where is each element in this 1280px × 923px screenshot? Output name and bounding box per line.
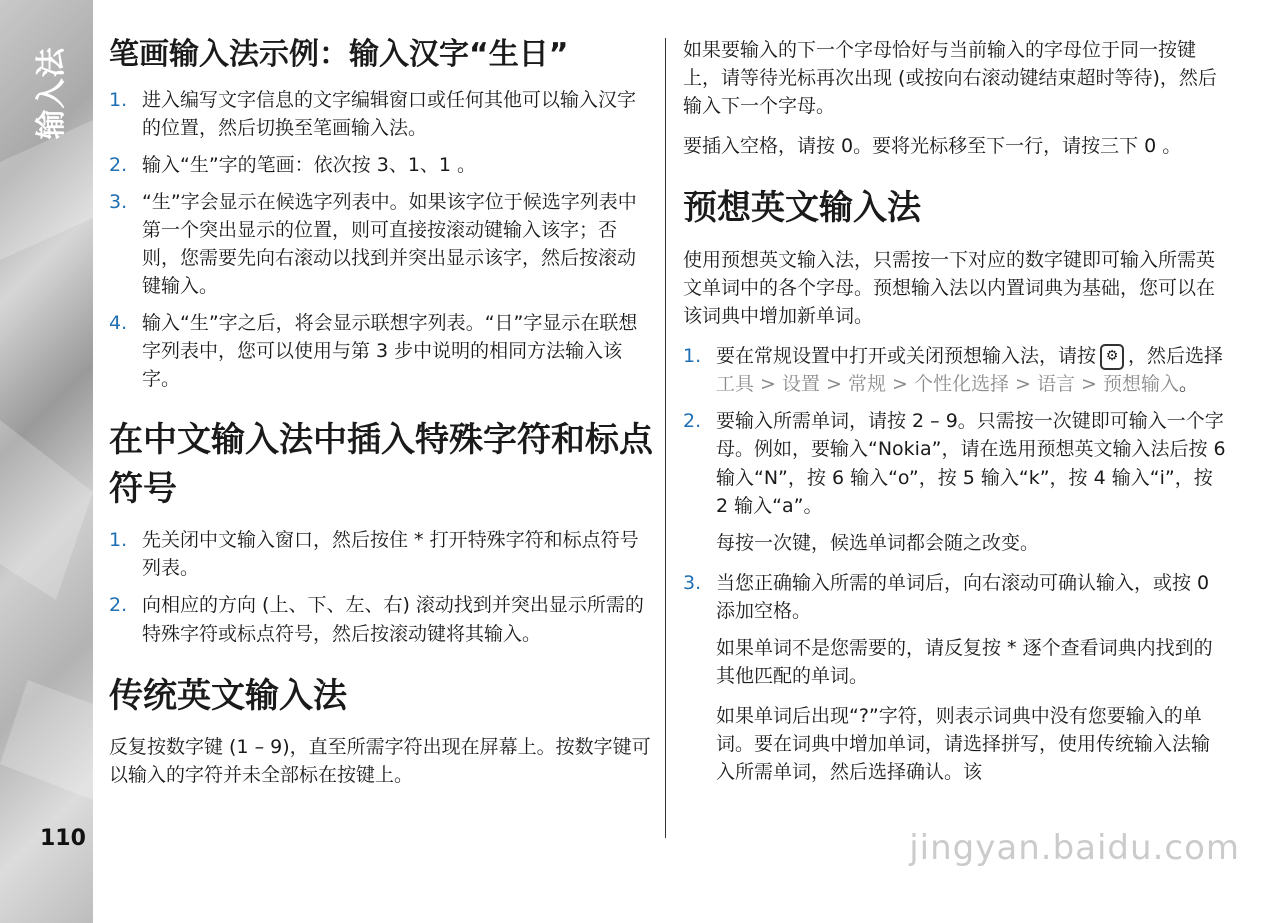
list-item: [109, 151, 654, 179]
step-number: 1.: [683, 345, 702, 368]
watermark: jingyan.baidu.com: [909, 828, 1240, 868]
step-text: 要输入所需单词，请按 2 – 9。只需按一次键即可输入一个字母。例如，要输入“Nokia”，请在选用预想英文输入法后按 6 输入“N”，按 6 输入“o”，按 5 输入“k”，按 4 输入“i”，按 2 输入“a”。: [716, 410, 1226, 517]
step-note: 如果单词后出现“?”字符，则表示词典中没有您要输入的单词。要在词典中增加单词，请选择拼写，使用传统输入法输入所需单词，然后选择确认。该: [716, 705, 1211, 784]
list-item: [109, 591, 654, 647]
step-text: 输入“生”字之后，将会显示联想字列表。“日”字显示在联想字列表中，您可以使用与第 3 步中说明的相同方法输入该字。: [142, 312, 638, 391]
step-note: 如果单词不是您需要的，请反复按 * 逐个查看词典内找到的其他匹配的单词。: [716, 637, 1213, 688]
special-steps-list: [109, 526, 654, 647]
list-item: [109, 309, 654, 393]
paragraph-space: 要插入空格，请按 0。要将光标移至下一行，请按三下 0 。: [683, 135, 1182, 158]
sidebar: [0, 0, 93, 923]
step-number: 4.: [109, 312, 128, 335]
step-number: 1.: [109, 88, 128, 111]
step-text: ，然后选择: [1128, 345, 1224, 368]
settings-key-icon: ⚙: [1100, 344, 1124, 370]
step-number: 2.: [109, 153, 128, 176]
stroke-steps-list: [109, 86, 654, 394]
list-item: [109, 86, 654, 142]
list-item: [683, 407, 1228, 519]
list-item: [683, 569, 1228, 625]
step-number: 3.: [109, 190, 128, 213]
right-column: [683, 36, 1228, 799]
list-item: [109, 526, 654, 582]
step-text: “生”字会显示在候选字列表中。如果该字位于候选字列表中第一个突出显示的位置，则可直接按滚动键输入该字；否则，您需要先向右滚动以找到并突出显示该字，然后按滚动键输入。: [142, 190, 637, 298]
left-column: [109, 36, 654, 801]
section-tab: [18, 38, 78, 148]
step-number: 3.: [683, 571, 702, 594]
step-text: 要在常规设置中打开或关闭预想输入法，请按: [716, 345, 1097, 368]
heading-predictive-english: 预想英文输入法: [683, 188, 921, 229]
heading-special-chars: 在中文输入法中插入特殊字符和标点符号: [109, 419, 653, 509]
predictive-steps-list-cont: [683, 569, 1228, 625]
menu-path: 工具 > 设置 > 常规 > 个性化选择 > 语言 > 预想输入: [716, 373, 1179, 396]
traditional-text: 反复按数字键 (1 – 9)，直至所需字符出现在屏幕上。按数字键可以输入的字符并未全部标在按键上。: [109, 735, 651, 787]
heading-traditional-english: 传统英文输入法: [109, 675, 347, 716]
step-note: 每按一次键，候选单词都会随之改变。: [716, 531, 1040, 554]
step-text: 当您正确输入所需的单词后，向右滚动可确认输入，或按 0 添加空格。: [716, 571, 1210, 622]
step-number: 2.: [683, 410, 702, 433]
paragraph-predictive-intro: 使用预想英文输入法，只需按一下对应的数字键即可输入所需英文单词中的各个字母。预想输入法以内置词典为基础，您可以在该词典中增加新单词。: [683, 248, 1216, 327]
heading-stroke-example: 笔画输入法示例：输入汉字“生日”: [109, 37, 569, 72]
step-text: 输入“生”字的笔画：依次按 3、1、1 。: [142, 153, 477, 176]
list-item: [109, 188, 654, 300]
step-text: 。: [1179, 373, 1199, 396]
step-text: 先关闭中文输入窗口，然后按住 * 打开特殊字符和标点符号列表。: [142, 529, 639, 580]
page-number: 110: [40, 826, 86, 851]
list-item: [683, 342, 1228, 398]
predictive-steps-list: [683, 342, 1228, 520]
step-number: 1.: [109, 529, 128, 552]
step-number: 2.: [109, 594, 128, 617]
step-text: 进入编写文字信息的文字编辑窗口或任何其他可以输入汉字的位置，然后切换至笔画输入法。: [142, 88, 637, 139]
section-title: 输入法: [34, 46, 69, 140]
step-text: 向相应的方向 (上、下、左、右) 滚动找到并突出显示所需的特殊字符或标点符号，然后按滚动键将其输入。: [142, 594, 644, 645]
paragraph-same-key: 如果要输入的下一个字母恰好与当前输入的字母位于同一按键上，请等待光标再次出现 (或按向右滚动键结束超时等待)，然后输入下一个字母。: [683, 39, 1217, 118]
column-divider: [665, 38, 666, 838]
